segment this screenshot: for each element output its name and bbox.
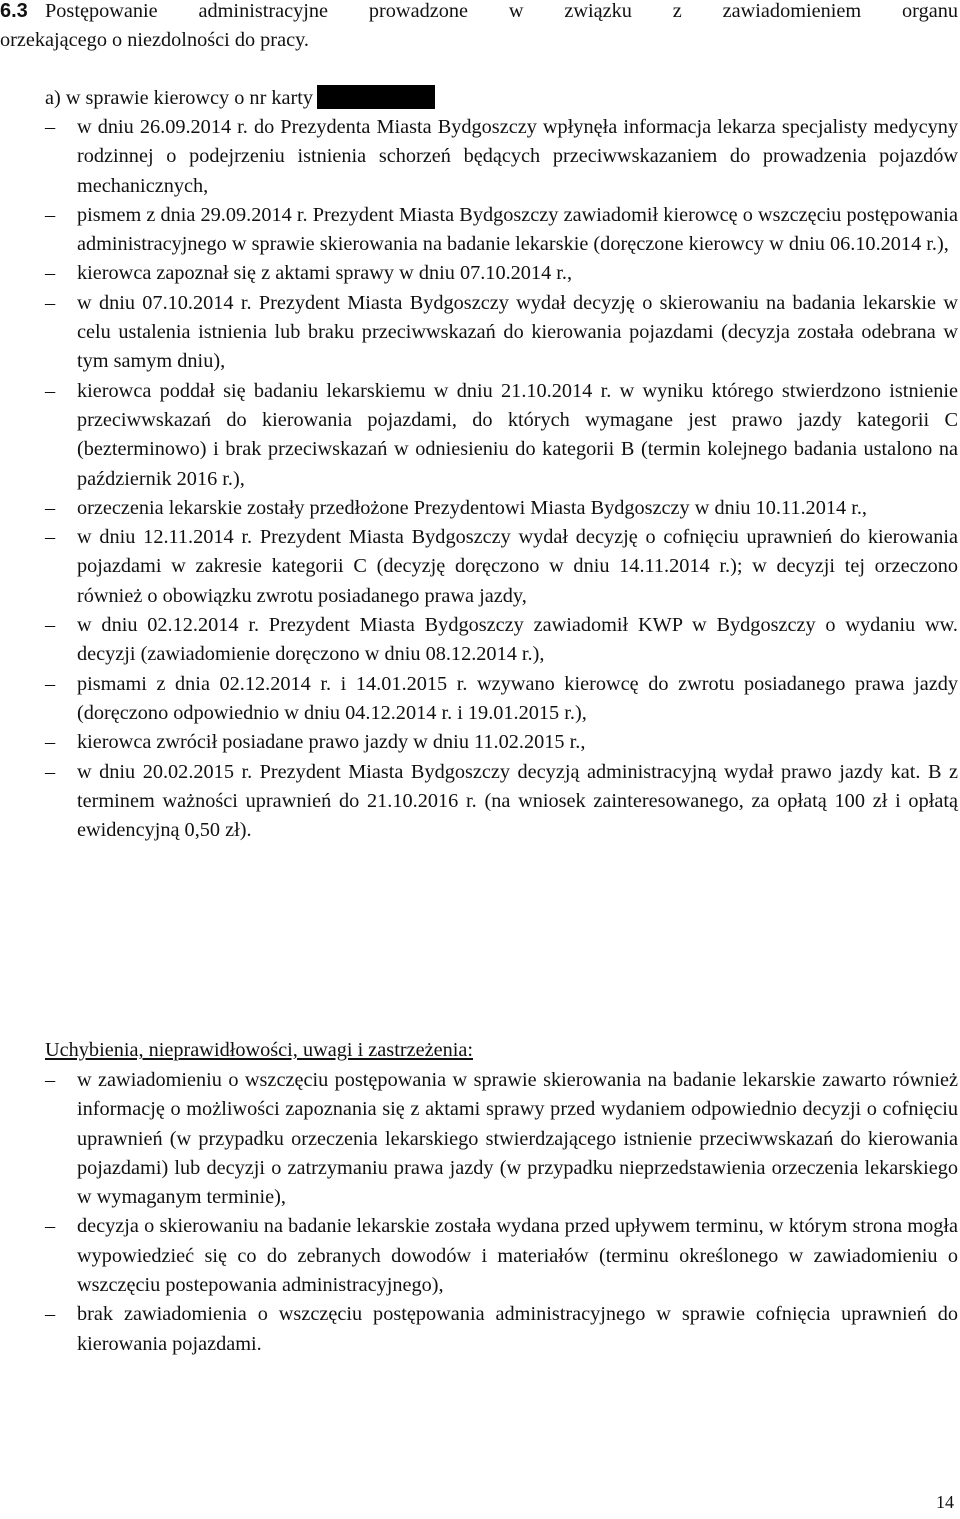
list-item: [0, 758, 958, 846]
list-item: [0, 1212, 958, 1300]
list-item: [0, 1300, 958, 1359]
list-item: [0, 113, 958, 201]
list-item: [0, 728, 958, 757]
list-item: [0, 523, 958, 611]
list-item-text: kierowca poddał się badaniu lekarskiemu w dniu 21.10.2014 r. w wyniku którego stwierdzono istnienie przeciwwskazań do kierowania pojazdami, do których wymagane jest prawo jazdy kategorii C (bezterminowo) i brak przeciwskazań w odniesieniu do kategorii B (termin kolejnego badania ustalono na październik 2016 r.),: [77, 379, 958, 490]
section-heading: [0, 0, 958, 51]
list-item: [0, 611, 958, 670]
list-item-text: brak zawiadomienia o wszczęciu postępowania administracyjnego w sprawie cofnięcia uprawnień do kierowania pojazdami.: [77, 1303, 958, 1355]
list-item: [0, 259, 958, 288]
dash-bullet: –: [45, 379, 56, 402]
dash-bullet: –: [45, 1303, 56, 1326]
subsection-a-text: a) w sprawie kierowcy o nr karty: [45, 87, 314, 109]
list-item-text: pismem z dnia 29.09.2014 r. Prezydent Miasta Bydgoszczy zawiadomił kierowcę o wszczęciu postępowania administracyjnego w sprawie skierowania na badanie lekarskie (doręczone kierowcy w dniu 06.10.2014 r.),: [77, 203, 958, 256]
list-item-text: orzeczenia lekarskie zostały przedłożone Prezydentowi Miasta Bydgoszczy w dniu 10.11.2014 r.,: [77, 496, 867, 519]
subsection-a: [45, 84, 435, 113]
list-item-text: w dniu 12.11.2014 r. Prezydent Miasta Bydgoszczy wydał decyzję o cofnięciu uprawnień do kierowania pojazdami w zakresie kategorii C (decyzję doręczono w dniu 14.11.2014 r.); w decyzji tej orzeczono również o obowiązku zwrotu posiadanego prawa jazdy,: [77, 526, 958, 607]
dash-bullet: –: [45, 731, 56, 754]
list-item: [0, 201, 958, 260]
list-item: [0, 1066, 958, 1212]
list-item-text: w dniu 26.09.2014 r. do Prezydenta Miasta Bydgoszczy wpłynęła informacja lekarza specjalisty medycyny rodzinnej o podejrzeniu istnienia schorzeń będących przeciwwskazaniem do prowadzenia pojazdów mechanicznych,: [77, 116, 958, 197]
section-heading-line-1: Postępowanie administracyjne prowadzone w związku z zawiadomieniem organu: [45, 0, 958, 22]
dash-bullet: –: [45, 262, 56, 285]
list-item-text: kierowca zapoznał się z aktami sprawy w dniu 07.10.2014 r.,: [77, 262, 573, 285]
list-item: [0, 289, 958, 377]
list-item: [0, 494, 958, 523]
dash-bullet: –: [45, 760, 56, 783]
list-item: [0, 670, 958, 729]
dash-bullet: –: [45, 203, 56, 226]
section-number: 6.3: [0, 0, 28, 22]
dash-bullet: –: [45, 672, 56, 695]
dash-bullet: –: [45, 496, 56, 519]
list-item-text: pismami z dnia 02.12.2014 r. i 14.01.2015 r. wzywano kierowcę do zwrotu posiadanego prawa jazdy (doręczono odpowiednio w dniu 04.12.2014 r. i 19.01.2015 r.),: [77, 672, 958, 724]
list-item-text: w zawiadomieniu o wszczęciu postępowania w sprawie skierowania na badanie lekarskie zawarto również informację o możliwości zapoznania się z aktami sprawy przed wydaniem odpowiednio decyzji o cofnięciu uprawnień (w przypadku orzeczenia lekarskiego stwierdzającego istnienie przeciwwskazań do kierowania pojazdami) lub decyzji o zatrzymaniu prawa jazdy (w przypadku nieprzedstawienia orzeczenia lekarskiego w wymaganym terminie),: [77, 1069, 958, 1209]
redacted-card-number: [317, 85, 435, 109]
findings-heading: Uchybienia, nieprawidłowości, uwagi i zastrzeżenia:: [45, 1039, 473, 1061]
list-item-text: decyzja o skierowaniu na badanie lekarskie została wydana przed upływem terminu, w którym strona mogła wypowiedzieć się co do zebranych dowodów i materiałów (terminu określonego w zawiadomieniu o wszczęciu postepowania administracyjnego),: [77, 1215, 958, 1297]
list-item-text: w dniu 02.12.2014 r. Prezydent Miasta Bydgoszczy zawiadomił KWP w Bydgoszczy o wydaniu ww. decyzji (zawiadomienie doręczono w dniu 08.12.2014 r.),: [77, 614, 958, 666]
dash-bullet: –: [45, 116, 56, 138]
dash-bullet: –: [45, 526, 56, 549]
page-number: 14: [936, 1492, 954, 1512]
list-item-text: w dniu 20.02.2015 r. Prezydent Miasta Bydgoszczy decyzją administracyjną wydał prawo jazdy kat. B z terminem ważności uprawnień do 21.10.2016 r. (na wniosek zainteresowanego, za opłatą 100 zł i opłatą ewidencyjną 0,50 zł).: [77, 760, 958, 842]
case-timeline-list: [0, 113, 958, 845]
list-item-text: w dniu 07.10.2014 r. Prezydent Miasta Bydgoszczy wydał decyzję o skierowaniu na badania lekarskie w celu ustalenia istnienia lub braku przeciwwskazań do kierowania pojazdami (decyzja została odebrana w tym samym dniu),: [77, 291, 958, 373]
dash-bullet: –: [45, 614, 56, 637]
findings-list: [0, 1066, 958, 1359]
list-item: [0, 377, 958, 494]
dash-bullet: –: [45, 291, 56, 314]
dash-bullet: –: [45, 1069, 56, 1091]
list-item-text: kierowca zwrócił posiadane prawo jazdy w dniu 11.02.2015 r.,: [77, 731, 586, 754]
section-heading-line-2: orzekającego o niezdolności do pracy.: [0, 29, 309, 51]
dash-bullet: –: [45, 1215, 56, 1238]
